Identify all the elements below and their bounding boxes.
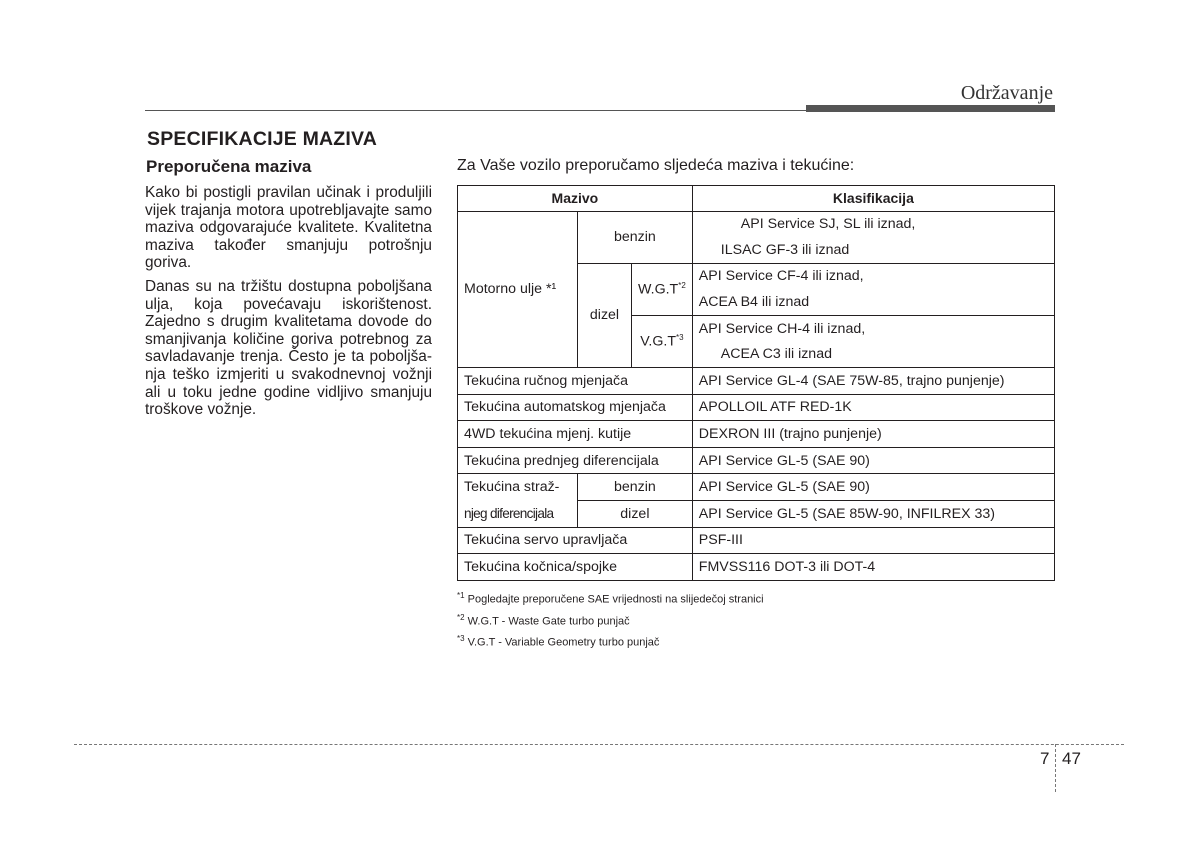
engine-oil-benzin: benzin xyxy=(578,211,693,263)
footer-divider xyxy=(1055,744,1056,792)
row-name: Tekućina prednjeg diferencijala xyxy=(458,447,693,474)
table-header-row xyxy=(458,186,1055,212)
body-text xyxy=(145,184,432,425)
rear-diff-benzin-spec: API Service GL-5 (SAE 90) xyxy=(692,474,1054,501)
engine-oil-dizel: dizel xyxy=(578,263,632,367)
header-classification: Klasifikacija xyxy=(692,186,1054,212)
wgt-mark: *2 xyxy=(678,280,686,290)
engine-oil-name: Motorno ulje xyxy=(464,281,543,298)
row-name: Tekućina ručnog mjenjača xyxy=(458,368,693,395)
rear-diff-benzin: benzin xyxy=(578,474,693,501)
footnote-mark: *2 xyxy=(457,612,465,622)
footnote xyxy=(457,609,764,631)
benzin-spec-line1: API Service SJ, SL ili iznad, xyxy=(692,211,1054,237)
table-row xyxy=(458,447,1055,474)
vgt-spec-line2: ACEA C3 ili iznad xyxy=(692,341,1054,367)
vgt-label xyxy=(632,315,693,367)
header-rule-bar xyxy=(806,105,1055,112)
wgt-label xyxy=(632,263,693,315)
row-name: 4WD tekućina mjenj. kutije xyxy=(458,421,693,448)
rear-diff-dizel: dizel xyxy=(578,501,693,528)
vgt-name: V.G.T xyxy=(640,333,676,350)
engine-oil-mark: *¹ xyxy=(546,281,557,298)
table-row xyxy=(458,501,1055,528)
paragraph-2: Danas su na tržištu dostupna poboljšana ulja, koja povećavaju iskorištenost. Zajedno s drugim kvalitetama dovode do smanjivanja količine goriva potrebnog za savladavanje trenja. Često je ta poboljša-nja teško izmjeriti u svakodnevnoj vožnji ali u toku jedne godine vidljivo smanjuju troškove vožnje. xyxy=(145,277,432,419)
rear-diff-dizel-spec: API Service GL-5 (SAE 85W-90, INFILREX 33) xyxy=(692,501,1054,528)
footnote-text: Pogledajte preporučene SAE vrijednosti na slijedečoj stranici xyxy=(467,593,764,606)
footer-rule xyxy=(74,744,1124,745)
table-row xyxy=(458,394,1055,421)
footnote xyxy=(457,630,764,652)
header-title: Održavanje xyxy=(960,82,1053,104)
wgt-spec-line1: API Service CF-4 ili iznad, xyxy=(692,263,1054,289)
table-intro: Za Vaše vozilo preporučamo sljedeća maziva i tekućine: xyxy=(457,157,855,174)
section-title: SPECIFIKACIJE MAZIVA xyxy=(147,128,378,150)
table-row xyxy=(458,474,1055,501)
wgt-spec-line2: ACEA B4 ili iznad xyxy=(692,289,1054,315)
row-spec: PSF-III xyxy=(692,527,1054,554)
footnote-mark: *1 xyxy=(457,591,465,600)
rear-diff-label-line2: njeg diferencijala xyxy=(458,501,578,528)
row-spec: DEXRON III (trajno punjenje) xyxy=(692,421,1054,448)
footnote-mark: *3 xyxy=(457,634,465,644)
benzin-spec-line2: ILSAC GF-3 ili iznad xyxy=(692,237,1054,263)
footnote xyxy=(457,587,764,609)
engine-oil-label xyxy=(458,211,578,368)
vgt-spec-line1: API Service CH-4 ili iznad, xyxy=(692,315,1054,341)
footnote-text: V.G.T - Variable Geometry turbo punjač xyxy=(467,636,660,649)
row-name: Tekućina automatskog mjenjača xyxy=(458,394,693,421)
table-row xyxy=(458,554,1055,581)
table-row xyxy=(458,368,1055,395)
footnote-text: W.G.T - Waste Gate turbo punjač xyxy=(467,615,630,628)
row-spec: FMVSS116 DOT-3 ili DOT-4 xyxy=(692,554,1054,581)
chapter-number: 7 xyxy=(1040,749,1050,768)
subheading: Preporučena maziva xyxy=(146,157,312,176)
table-row xyxy=(458,527,1055,554)
table-row xyxy=(458,421,1055,448)
vgt-mark: *3 xyxy=(675,333,684,343)
footnotes xyxy=(457,587,764,652)
lubricant-table xyxy=(457,185,1055,581)
row-spec: APOLLOIL ATF RED-1K xyxy=(692,394,1054,421)
page-number: 47 xyxy=(1062,749,1081,768)
paragraph-1: Kako bi postigli pravilan učinak i produljili vijek trajanja motora upotrebljavajte samo maziva odgovarajuće kvalitete. Kvalitetna maziva također smanjuju potrošnju goriva. xyxy=(145,184,432,272)
header-rule xyxy=(145,110,807,111)
row-spec: API Service GL-4 (SAE 75W-85, trajno punjenje) xyxy=(692,368,1054,395)
table-row xyxy=(458,211,1055,237)
rear-diff-label-line1: Tekućina straž- xyxy=(458,474,578,501)
wgt-name: W.G.T xyxy=(638,281,679,298)
row-name: Tekućina kočnica/spojke xyxy=(458,554,693,581)
row-spec: API Service GL-5 (SAE 90) xyxy=(692,447,1054,474)
header-lubricant: Mazivo xyxy=(458,186,693,212)
row-name: Tekućina servo upravljača xyxy=(458,527,693,554)
